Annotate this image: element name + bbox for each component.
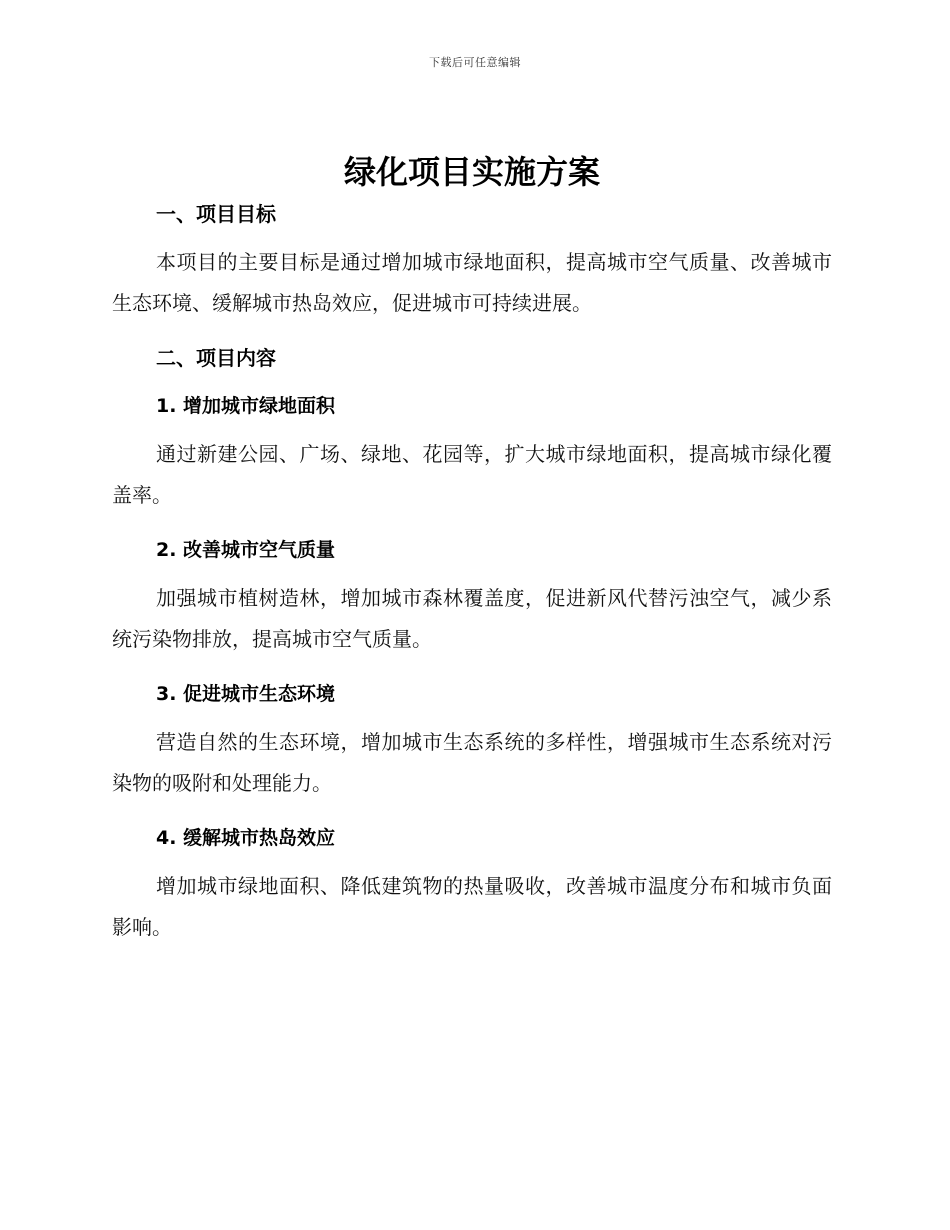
header-note: 下载后可任意编辑 <box>429 56 521 69</box>
paragraph-green-area: 通过新建公园、广场、绿地、花园等，扩大城市绿地面积，提高城市绿化覆盖率。 <box>112 442 832 507</box>
document-title: 绿化项目实施方案 <box>343 153 600 191</box>
subheading-green-area: 1. 增加城市绿地面积 <box>156 395 336 417</box>
subheading-air-quality: 2. 改善城市空气质量 <box>156 539 336 561</box>
paragraph-ecology: 营造自然的生态环境，增加城市生态系统的多样性，增强城市生态系统对污染物的吸附和处理能力。 <box>112 730 832 795</box>
goals-paragraph: 本项目的主要目标是通过增加城市绿地面积，提高城市空气质量、改善城市生态环境、缓解城市热岛效应，促进城市可持续进展。 <box>112 250 832 315</box>
subheading-ecology: 3. 促进城市生态环境 <box>156 683 336 705</box>
paragraph-air-quality: 加强城市植树造林，增加城市森林覆盖度，促进新风代替污浊空气，减少系统污染物排放，提高城市空气质量。 <box>112 586 832 651</box>
subheading-heat-island: 4. 缓解城市热岛效应 <box>156 827 336 849</box>
section-heading-goals: 一、项目目标 <box>156 202 276 226</box>
document-body <box>112 150 832 948</box>
paragraph-heat-island: 增加城市绿地面积、降低建筑物的热量吸收，改善城市温度分布和城市负面影响。 <box>112 874 832 939</box>
section-heading-content: 二、项目内容 <box>156 346 276 370</box>
